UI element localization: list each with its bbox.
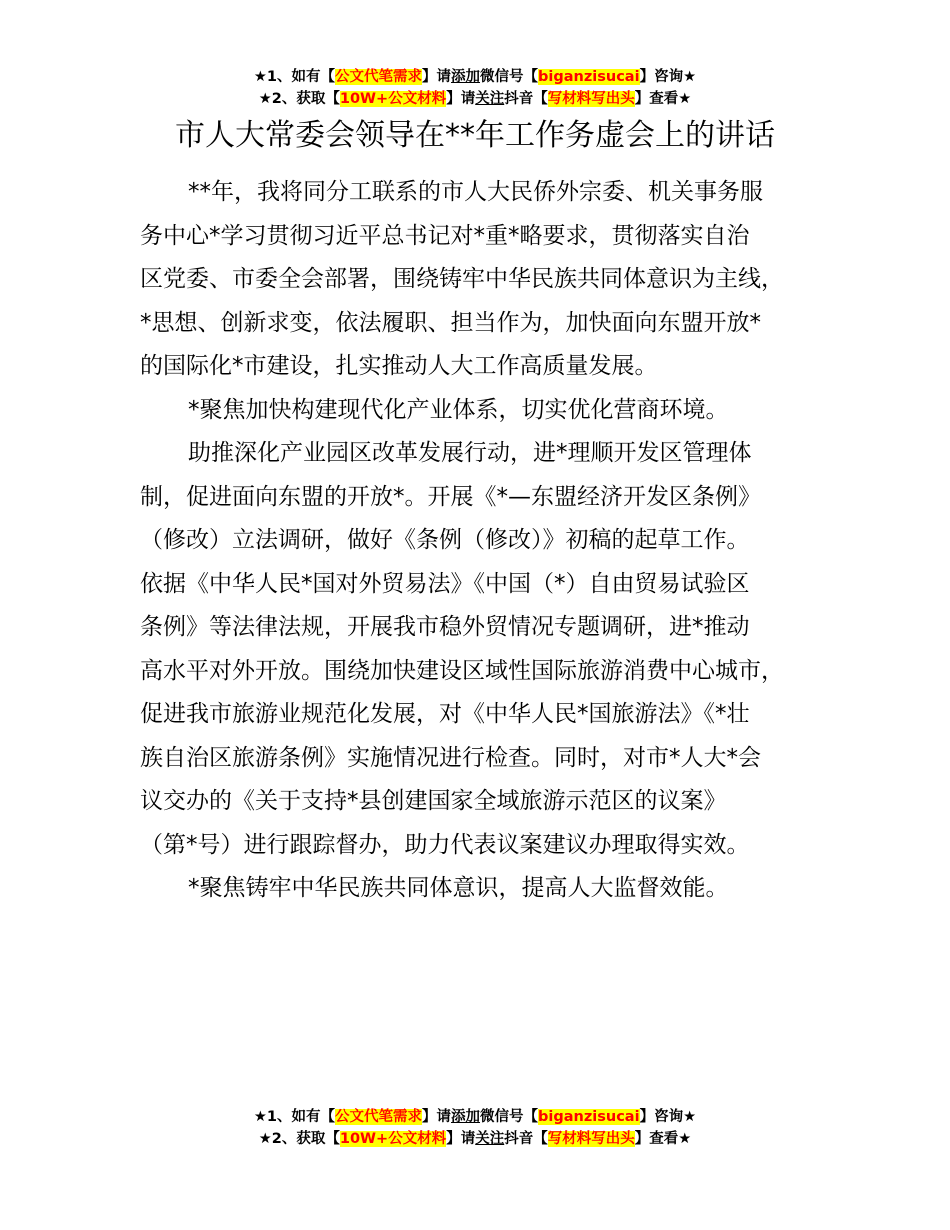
promo-text: 】请 [422, 69, 452, 85]
promo-underline: 添加 [451, 1109, 481, 1125]
promo-text: 】查看★ [634, 91, 692, 107]
text-line: （第*号）进行跟踪督办，助力代表议案建议办理取得实效。 [140, 831, 750, 858]
text-line: 务中心*学习贯彻习近平总书记对*重*略要求，贯彻落实自治 [140, 222, 750, 249]
text-line: 条例》等法律法规，开展我市稳外贸情况专题调研，进*推动 [140, 614, 750, 640]
promo-underline: 关注 [475, 1131, 505, 1147]
paragraph-3 [140, 432, 830, 867]
promo-banner-bottom [0, 1106, 950, 1150]
promo-underline: 添加 [451, 69, 481, 85]
promo-highlight: 10W+公文材料 [339, 1131, 447, 1147]
promo-text: 】请 [422, 1109, 452, 1125]
text-line: 议交办的《关于支持*县创建国家全域旅游示范区的议案》 [140, 788, 727, 814]
text-line: *聚焦铸牢中华民族共同体意识，提高人大监督效能。 [188, 875, 729, 901]
paragraph-2-heading [140, 389, 830, 433]
promo-banner-top [0, 66, 950, 110]
text-line: （修改）立法调研，做好《条例（修改）》初稿的起草工作。 [140, 527, 750, 553]
promo-text: 】咨询★ [639, 1109, 697, 1125]
promo-underline: 关注 [475, 91, 505, 107]
paragraph-1 [140, 171, 830, 389]
promo-text: ★2、获取【 [258, 1131, 340, 1147]
promo-highlight: biganzisucai [538, 69, 640, 85]
promo-highlight: 公文代笔需求 [335, 1109, 423, 1125]
text-line: 制，促进面向东盟的开放*。开展《*—东盟经济开发区条例》 [140, 483, 761, 510]
text-line: **年，我将同分工联系的市人大民侨外宗委、机关事务服 [188, 179, 763, 205]
promo-text: 微信号【 [480, 69, 539, 85]
promo-text: 】请 [446, 91, 476, 107]
promo-highlight: 写材料写出头 [547, 91, 635, 107]
promo-text: ★1、如有【 [253, 1109, 336, 1125]
promo-text: ★1、如有【 [253, 69, 336, 85]
text-line: 高水平对外开放。围绕加快建设区域性国际旅游消费中心城市， [140, 657, 784, 684]
promo-line-1 [0, 66, 950, 88]
promo-text: ★2、获取【 [258, 91, 340, 107]
text-line: 区党委、市委全会部署，围绕铸牢中华民族共同体意识为主线， [140, 266, 784, 292]
promo-line-2 [0, 1128, 950, 1150]
paragraph-4-heading [140, 867, 830, 911]
promo-text: 】请 [446, 1131, 476, 1147]
promo-line-2 [0, 88, 950, 110]
promo-text: 】查看★ [634, 1131, 692, 1147]
promo-line-1 [0, 1106, 950, 1128]
promo-text: 抖音【 [504, 91, 548, 107]
promo-highlight: 10W+公文材料 [339, 91, 447, 107]
promo-highlight: biganzisucai [538, 1109, 640, 1125]
promo-text: 抖音【 [504, 1131, 548, 1147]
text-line: 助推深化产业园区改革发展行动，进*理顺开发区管理体 [188, 440, 752, 466]
promo-highlight: 写材料写出头 [547, 1131, 635, 1147]
promo-text: 】咨询★ [639, 69, 697, 85]
text-line: 族自治区旅游条例》实施情况进行检查。同时，对市*人大*会 [140, 744, 761, 771]
text-line: *聚焦加快构建现代化产业体系，切实优化营商环境。 [188, 396, 729, 423]
document-title: 市人大常委会领导在**年工作务虚会上的讲话 [175, 118, 775, 153]
promo-text: 微信号【 [480, 1109, 539, 1125]
document-body [140, 171, 830, 911]
text-line: 依据《中华人民*国对外贸易法》《中国（*）自由贸易试验区 [140, 570, 750, 597]
promo-highlight: 公文代笔需求 [335, 69, 423, 85]
text-line: 促进我市旅游业规范化发展，对《中华人民*国旅游法》《*壮 [140, 701, 750, 727]
text-line: 的国际化*市建设，扎实推动人大工作高质量发展。 [140, 353, 658, 379]
text-line: *思想、创新求变，依法履职、担当作为，加快面向东盟开放* [140, 309, 761, 336]
